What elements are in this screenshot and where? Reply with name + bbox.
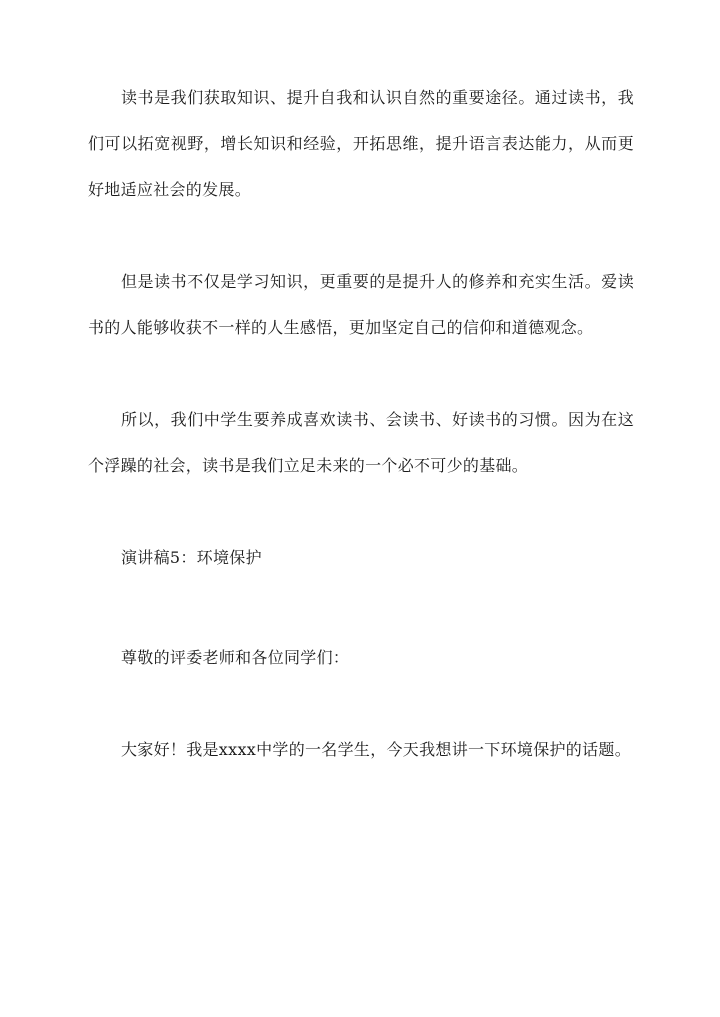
paragraph-reading-habits: 所以，我们中学生要养成喜欢读书、会读书、好读书的习惯。因为在这个浮躁的社会，读书是我们立足未来的一个必不可少的基础。 xyxy=(88,410,634,475)
speech-heading: 演讲稿5：环境保护 xyxy=(121,548,262,567)
paragraph-reading-cultivation: 但是读书不仅是学习知识，更重要的是提升人的修养和充实生活。爱读书的人能够收获不一样的人生感悟，更加坚定自己的信仰和道德观念。 xyxy=(88,272,634,337)
paragraph-reading-importance: 读书是我们获取知识、提升自我和认识自然的重要途径。通过读书，我们可以拓宽视野，增长知识和经验，开拓思维，提升语言表达能力，从而更好地适应社会的发展。 xyxy=(88,88,634,199)
speech-salutation: 尊敬的评委老师和各位同学们： xyxy=(121,648,350,667)
speech-opening: 大家好！我是xxxx中学的一名学生，今天我想讲一下环境保护的话题。 xyxy=(121,740,631,759)
